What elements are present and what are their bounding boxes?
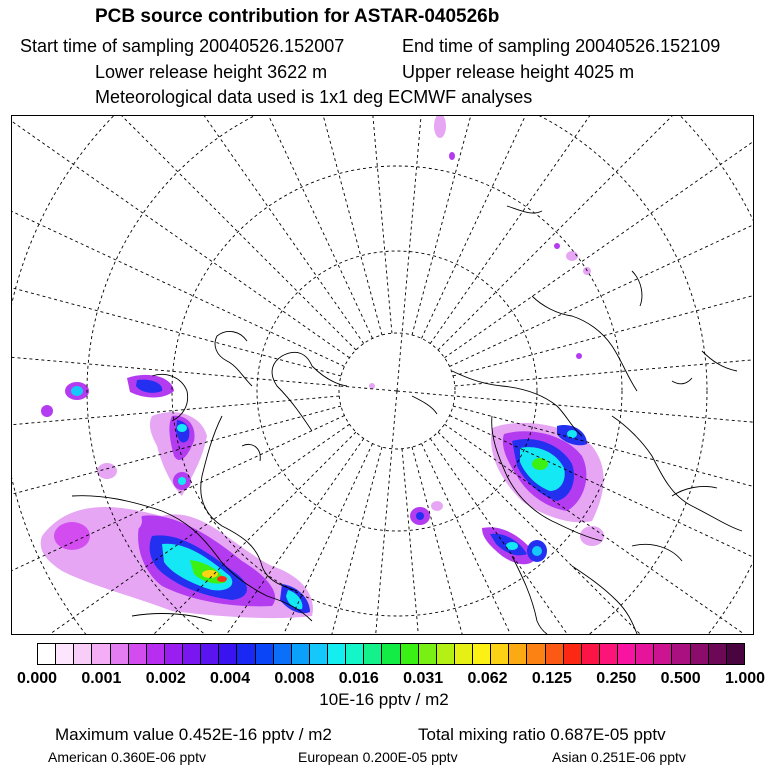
meridian-line: [453, 158, 753, 376]
color-scale-tick-label: 0.004: [210, 670, 251, 687]
color-swatch: [147, 644, 165, 664]
color-scale-tick-label: 0.062: [467, 670, 508, 687]
european-contribution-label: European 0.200E-05 pptv: [298, 749, 458, 765]
color-scale-tick-label: 1.000: [724, 670, 766, 687]
color-scale-tick-label: 0.250: [596, 670, 637, 687]
color-scale-bar: [37, 643, 745, 665]
color-swatch: [582, 644, 600, 664]
color-scale-unit: 10E-16 pptv / m2: [319, 690, 449, 709]
color-swatch: [92, 644, 110, 664]
color-swatch: [672, 644, 690, 664]
max-value-label: Maximum value 0.452E-16 pptv / m2: [55, 725, 332, 744]
meridian-line: [17, 116, 373, 338]
asian-contribution-label: Asian 0.251E-06 pptv: [552, 749, 686, 765]
color-swatch: [654, 644, 672, 664]
color-scale-tick-label: 0.008: [274, 670, 315, 687]
polar-map-canvas: [12, 116, 753, 634]
color-swatch: [364, 644, 382, 664]
total-mixing-ratio-label: Total mixing ratio 0.687E-05 pptv: [418, 725, 666, 744]
meridian-line: [402, 449, 475, 634]
meridian-line: [455, 313, 753, 386]
color-swatch: [74, 644, 92, 664]
color-swatch: [310, 644, 328, 664]
color-swatch: [183, 644, 201, 664]
color-swatch: [274, 644, 292, 664]
color-swatch: [509, 644, 527, 664]
color-swatch: [346, 644, 364, 664]
color-swatch: [419, 644, 437, 664]
color-scale-tick-label: 0.016: [338, 670, 379, 687]
color-scale-tick-label: 0.500: [660, 670, 701, 687]
color-swatch: [165, 644, 183, 664]
color-swatch: [256, 644, 274, 664]
meridian-line: [445, 116, 753, 358]
color-swatch: [491, 644, 509, 664]
color-swatch: [600, 644, 618, 664]
color-swatch: [727, 644, 744, 664]
upper-height-label: Upper release height 4025 m: [402, 62, 635, 82]
met-data-label: Meteorological data used is 1x1 deg ECMWF analyses: [95, 87, 533, 107]
color-swatch: [382, 644, 400, 664]
meridian-line: [12, 313, 397, 391]
meridian-line: [12, 116, 356, 350]
color-swatch: [219, 644, 237, 664]
color-swatch: [56, 644, 74, 664]
end-time-label: End time of sampling 20040526.152109: [402, 36, 721, 56]
color-scale-tick-label: 0.001: [81, 670, 122, 687]
meridian-line: [422, 116, 753, 338]
color-scale-tick-label: 0.031: [403, 670, 444, 687]
color-swatch: [455, 644, 473, 664]
color-swatch: [401, 644, 419, 664]
color-swatch: [546, 644, 564, 664]
color-swatch: [636, 644, 654, 664]
color-swatch: [129, 644, 147, 664]
color-swatch: [292, 644, 310, 664]
meridian-line: [164, 116, 382, 335]
plume-east: [369, 116, 604, 564]
color-swatch: [437, 644, 455, 664]
color-swatch: [237, 644, 255, 664]
color-scale-tick-label: 0.125: [531, 670, 572, 687]
polar-map: [11, 115, 754, 635]
color-swatch: [691, 644, 709, 664]
color-swatch: [473, 644, 491, 664]
meridian-line: [12, 116, 349, 358]
color-swatch: [618, 644, 636, 664]
color-swatch: [111, 644, 129, 664]
meridian-line: [450, 116, 753, 366]
color-swatch: [564, 644, 582, 664]
color-swatch: [328, 644, 346, 664]
meridian-line: [319, 116, 392, 333]
color-scale-tick-label: 0.002: [145, 670, 186, 687]
color-swatch: [527, 644, 545, 664]
meridian-line: [12, 116, 344, 366]
meridian-line: [397, 116, 475, 391]
meridian-line: [12, 158, 341, 376]
american-contribution-label: American 0.360E-06 pptv: [48, 749, 206, 765]
color-swatch: [38, 644, 56, 664]
meridian-line: [319, 391, 397, 634]
lower-height-label: Lower release height 3622 m: [95, 62, 328, 82]
meridian-line: [12, 116, 364, 343]
meridian-line: [438, 116, 753, 350]
color-swatch: [201, 644, 219, 664]
plume-west: [41, 375, 313, 618]
start-time-label: Start time of sampling 20040526.152007: [20, 36, 345, 56]
map-title: PCB source contribution for ASTAR-040526b: [95, 6, 500, 27]
color-swatch: [709, 644, 727, 664]
meridian-line: [412, 116, 630, 335]
color-scale-tick-label: 0.000: [16, 670, 58, 687]
